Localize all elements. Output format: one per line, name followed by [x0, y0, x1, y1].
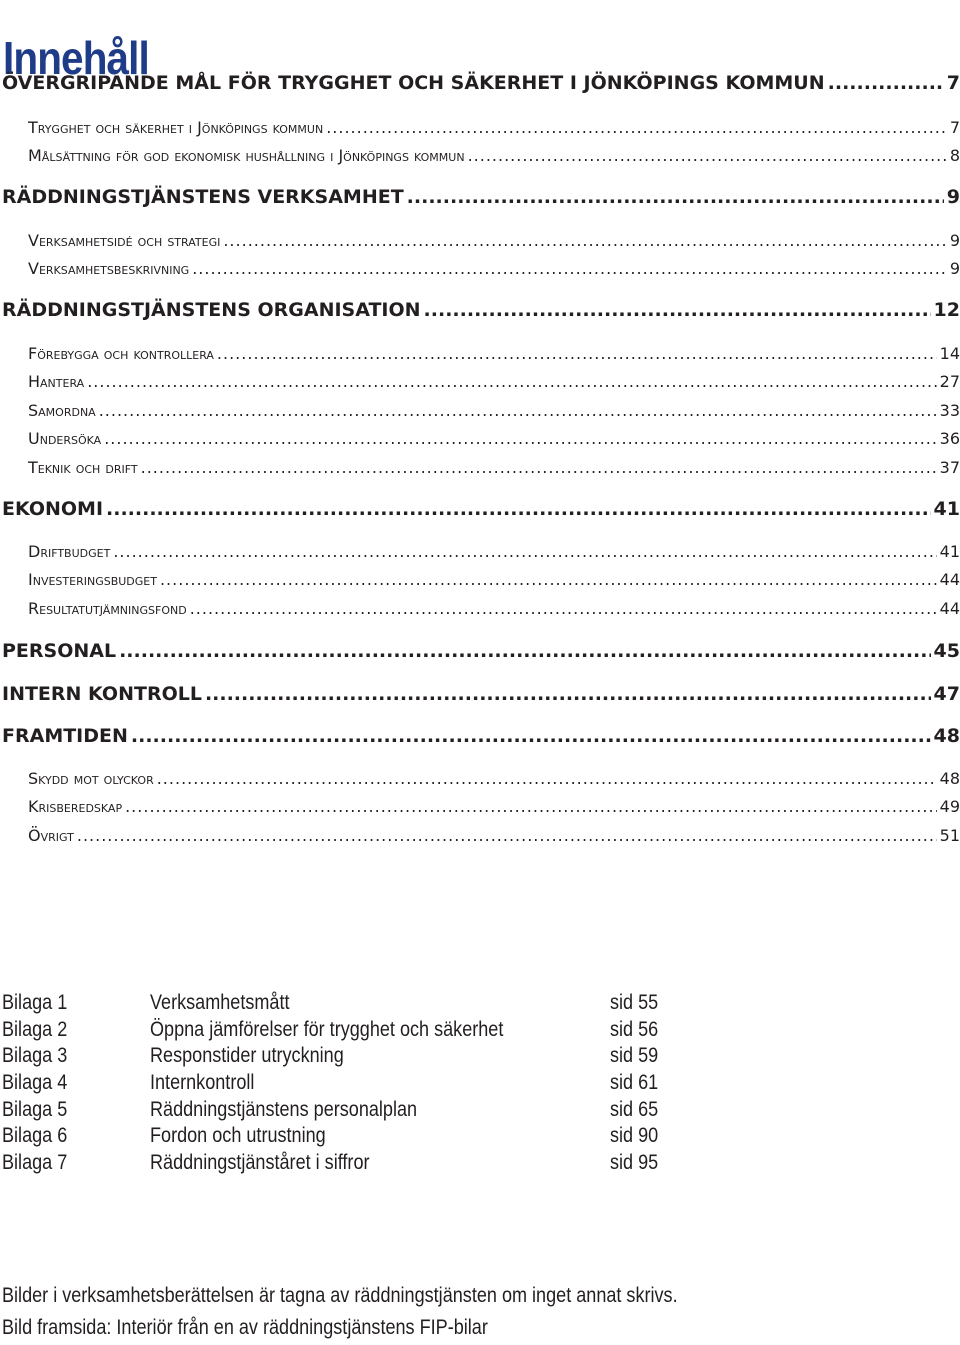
dot-leader: [157, 769, 937, 785]
appendix-title: Öppna jämförelser för trygghet och säkerhet: [150, 1018, 504, 1041]
toc-label: INTERN KONTROLL: [2, 683, 202, 705]
appendix-label: Bilaga 1: [2, 991, 68, 1014]
page-title: Innehåll: [3, 31, 149, 84]
toc-row[interactable]: [2, 186, 960, 208]
appendix-page: sid 59: [610, 1044, 659, 1067]
toc-label: Krisberedskap: [28, 797, 123, 816]
dot-leader: [141, 458, 937, 474]
toc-page-number: 48: [939, 769, 960, 788]
toc-row[interactable]: [2, 299, 960, 321]
photo-note: Bilder i verksamhetsberättelsen är tagna av räddningstjänsten om inget annat skrivs.: [2, 1284, 678, 1307]
toc-row[interactable]: [28, 769, 960, 788]
toc-page-number: 49: [939, 797, 960, 816]
appendix-label: Bilaga 6: [2, 1124, 68, 1147]
toc-row[interactable]: [28, 458, 960, 477]
toc-page-number: 44: [939, 570, 960, 589]
dot-leader: [77, 826, 937, 842]
toc-page-number: 51: [939, 826, 960, 845]
dot-leader: [131, 725, 931, 744]
appendix-label: Bilaga 3: [2, 1044, 68, 1067]
dot-leader: [104, 429, 936, 445]
toc-label: Resultatutjämningsfond: [28, 599, 187, 618]
toc-row[interactable]: [28, 118, 960, 137]
dot-leader: [125, 797, 937, 813]
toc-label: Trygghet och säkerhet i Jönköpings kommun: [28, 118, 324, 137]
toc-label: PERSONAL: [2, 640, 117, 662]
toc-row[interactable]: [28, 797, 960, 816]
dot-leader: [326, 118, 947, 134]
appendix-title: Responstider utryckning: [150, 1044, 344, 1067]
toc-row[interactable]: [28, 570, 960, 589]
toc-label: Samordna: [28, 401, 96, 420]
dot-leader: [87, 372, 936, 388]
toc-label: Investeringsbudget: [28, 570, 157, 589]
toc-row[interactable]: [28, 344, 960, 363]
toc-page-number: 12: [933, 299, 960, 321]
appendix-title: Räddningstjänstens personalplan: [150, 1098, 418, 1121]
toc-label: Undersöka: [28, 429, 102, 448]
toc-label: Förebygga och kontrollera: [28, 344, 214, 363]
toc-row[interactable]: [2, 72, 960, 94]
toc-page-number: 33: [939, 401, 960, 420]
toc-row[interactable]: [28, 259, 960, 278]
toc-page-number: 7: [949, 118, 960, 137]
dot-leader: [217, 344, 937, 360]
toc-label: FRAMTIDEN: [2, 725, 128, 747]
dot-leader: [99, 401, 937, 417]
toc-label: Teknik och drift: [28, 458, 138, 477]
toc-row[interactable]: [28, 372, 960, 391]
appendix-label: Bilaga 4: [2, 1071, 68, 1094]
toc-label: Driftbudget: [28, 542, 111, 561]
toc-page-number: 41: [933, 498, 960, 520]
toc-label: RÄDDNINGSTJÄNSTENS ORGANISATION: [2, 299, 421, 321]
appendix-label: Bilaga 2: [2, 1018, 68, 1041]
appendix-label: Bilaga 5: [2, 1098, 68, 1121]
appendix-page: sid 90: [610, 1124, 659, 1147]
toc-page-number: 47: [933, 683, 960, 705]
toc-label: ÖVERGRIPANDE MÅL FÖR TRYGGHET OCH SÄKERHET I JÖNKÖPINGS KOMMUN: [2, 72, 825, 94]
toc-page-number: 9: [946, 186, 960, 208]
appendix-page: sid 65: [610, 1098, 659, 1121]
toc-label: Verksamhetsbeskrivning: [28, 259, 190, 278]
dot-leader: [407, 186, 944, 205]
appendix-title: Internkontroll: [150, 1071, 255, 1094]
toc-row[interactable]: [28, 542, 960, 561]
toc-page-number: 37: [939, 458, 960, 477]
dot-leader: [160, 570, 937, 586]
appendix-page: sid 55: [610, 991, 659, 1014]
dot-leader: [190, 599, 937, 615]
toc-page-number: 41: [939, 542, 960, 561]
appendix-title: Fordon och utrustning: [150, 1124, 326, 1147]
toc-label: Verksamhetsidé och strategi: [28, 231, 221, 250]
dot-leader: [424, 299, 931, 318]
appendix-page: sid 61: [610, 1071, 659, 1094]
dot-leader: [106, 498, 931, 517]
toc-label: Skydd mot olyckor: [28, 769, 154, 788]
toc-label: RÄDDNINGSTJÄNSTENS VERKSAMHET: [2, 186, 404, 208]
toc-row[interactable]: [2, 683, 960, 705]
toc-row[interactable]: [2, 640, 960, 662]
toc-page-number: 9: [949, 231, 960, 250]
dot-leader: [468, 146, 947, 162]
toc-page-number: 27: [939, 372, 960, 391]
appendix-page: sid 56: [610, 1018, 659, 1041]
dot-leader: [192, 259, 947, 275]
dot-leader: [828, 72, 944, 91]
toc-page-number: 36: [939, 429, 960, 448]
toc-row[interactable]: [28, 146, 960, 165]
toc-page-number: 48: [933, 725, 960, 747]
toc-label: EKONOMI: [2, 498, 104, 520]
toc-row[interactable]: [2, 498, 960, 520]
toc-row[interactable]: [28, 429, 960, 448]
toc-label: Övrigt: [28, 826, 74, 845]
toc-label: Målsättning för god ekonomisk hushållning i Jönköpings kommun: [28, 146, 465, 165]
dot-leader: [113, 542, 936, 558]
toc-label: Hantera: [28, 372, 85, 391]
appendix-page: sid 95: [610, 1151, 659, 1174]
dot-leader: [223, 231, 946, 247]
appendix-label: Bilaga 7: [2, 1151, 68, 1174]
toc-page-number: 9: [949, 259, 960, 278]
toc-page-number: 45: [933, 640, 960, 662]
appendix-title: Verksamhetsmått: [150, 991, 290, 1014]
cover-photo-note: Bild framsida: Interiör från en av räddningstjänstens FIP-bilar: [2, 1316, 488, 1339]
toc-page-number: 14: [939, 344, 960, 363]
toc-row[interactable]: [28, 826, 960, 845]
toc-row[interactable]: [28, 401, 960, 420]
toc-page-number: 8: [949, 146, 960, 165]
toc-page-number: 7: [946, 72, 960, 94]
toc-row[interactable]: [28, 231, 960, 250]
toc-row[interactable]: [2, 725, 960, 747]
toc-row[interactable]: [28, 599, 960, 618]
dot-leader: [205, 683, 931, 702]
toc-page-number: 44: [939, 599, 960, 618]
dot-leader: [119, 640, 930, 659]
appendix-title: Räddningstjänståret i siffror: [150, 1151, 370, 1174]
